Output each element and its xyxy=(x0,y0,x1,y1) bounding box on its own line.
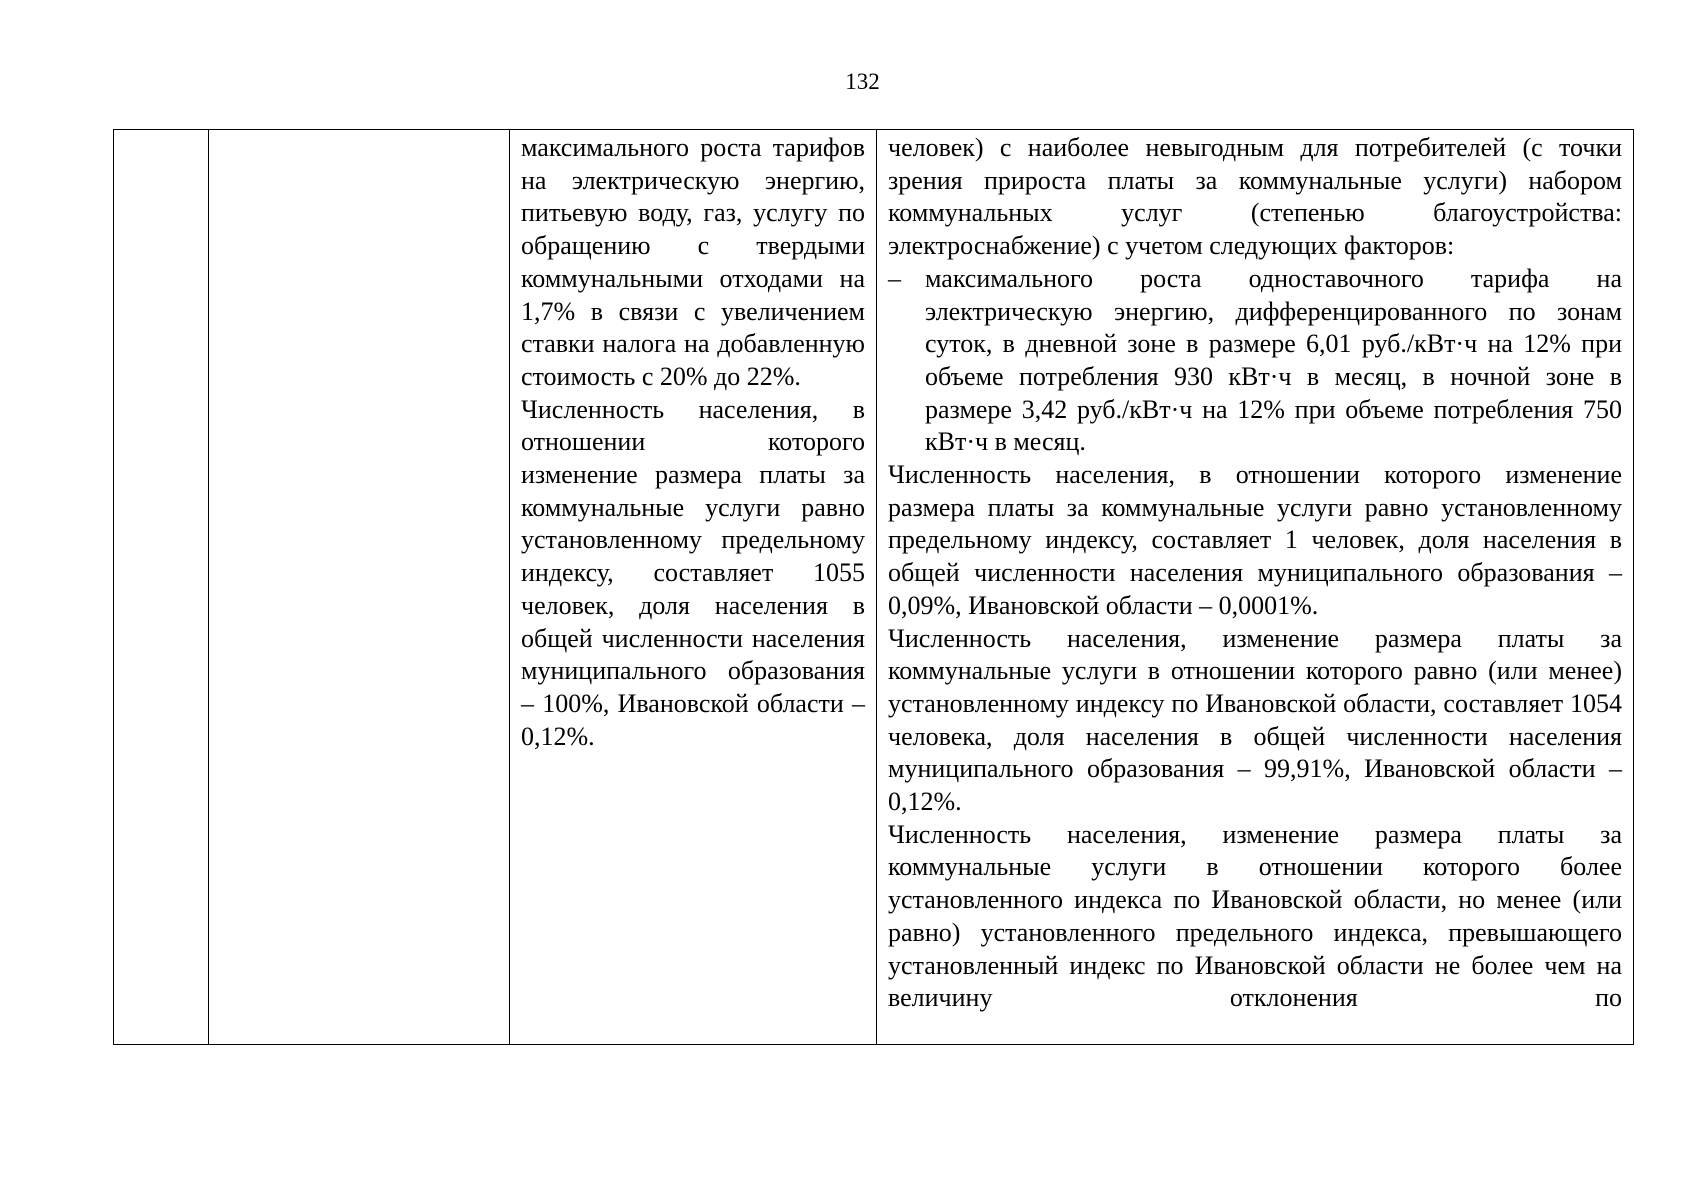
cell-col-4 xyxy=(877,130,1634,1045)
document-table xyxy=(113,129,1634,1045)
cell-col-2 xyxy=(209,130,510,1045)
col3-paragraph: Численность населения, в отношении которого изменение размера платы за коммунальные услуги равно установленному предельному индексу, составляет 1055 человек, доля населения в общей численности населения муниципального образования – 100%, Ивановской области – 0,12%. xyxy=(521,394,865,751)
bullet-dash: – xyxy=(888,263,901,293)
col4-bullet-item xyxy=(888,263,1622,459)
cell-col-1 xyxy=(114,130,209,1045)
page-number: 132 xyxy=(845,69,880,94)
col4-paragraph: Численность населения, в отношении которого изменение размера платы за коммунальные услуги равно установленному предельному индексу, составляет 1 человек, доля населения в общей численности населения муниципального образования – 0,09%, Ивановской области – 0,0001%. xyxy=(888,460,1622,620)
col4-intro: человек) с наиболее невыгодным для потребителей (с точки зрения прироста платы за коммунальные услуги) набором коммунальных услуг (степенью благоустройства: электроснабжение) с учетом следующих факторов: xyxy=(888,133,1622,261)
col3-paragraph: максимального роста тарифов на электрическую энергию, питьевую воду, газ, услугу по обращению с твердыми коммунальными отходами на 1,7% в связи с увеличением ставки налога на добавленную стоимость с 20% до 22%. xyxy=(521,133,865,391)
col4-paragraph: Численность населения, изменение размера платы за коммунальные услуги в отношении которого равно (или менее) установленному индексу по Ивановской области, составляет 1054 человека, доля населения в общей численности населения муниципального образования – 99,91%, Ивановской области – 0,12%. xyxy=(888,623,1622,817)
bullet-text: максимального роста одноставочного тарифа на электрическую энергию, дифференцированного по зонам суток, в дневной зоне в размере 6,01 руб./кВт·ч на 12% при объеме потребления 930 кВт·ч в месяц, в ночной зоне в размере 3,42 руб./кВт·ч на 12% при объеме потребления 750 кВт·ч в месяц. xyxy=(925,263,1622,457)
col4-paragraph: Численность населения, изменение размера платы за коммунальные услуги в отношении которого более установленного индекса по Ивановской области, но менее (или равно) установленного предельного индекса, превышающего установленный индекс по Ивановской области не более чем на величину отклонения по xyxy=(888,819,1622,1013)
cell-col-3 xyxy=(510,130,877,1045)
table-row xyxy=(114,130,1634,1045)
